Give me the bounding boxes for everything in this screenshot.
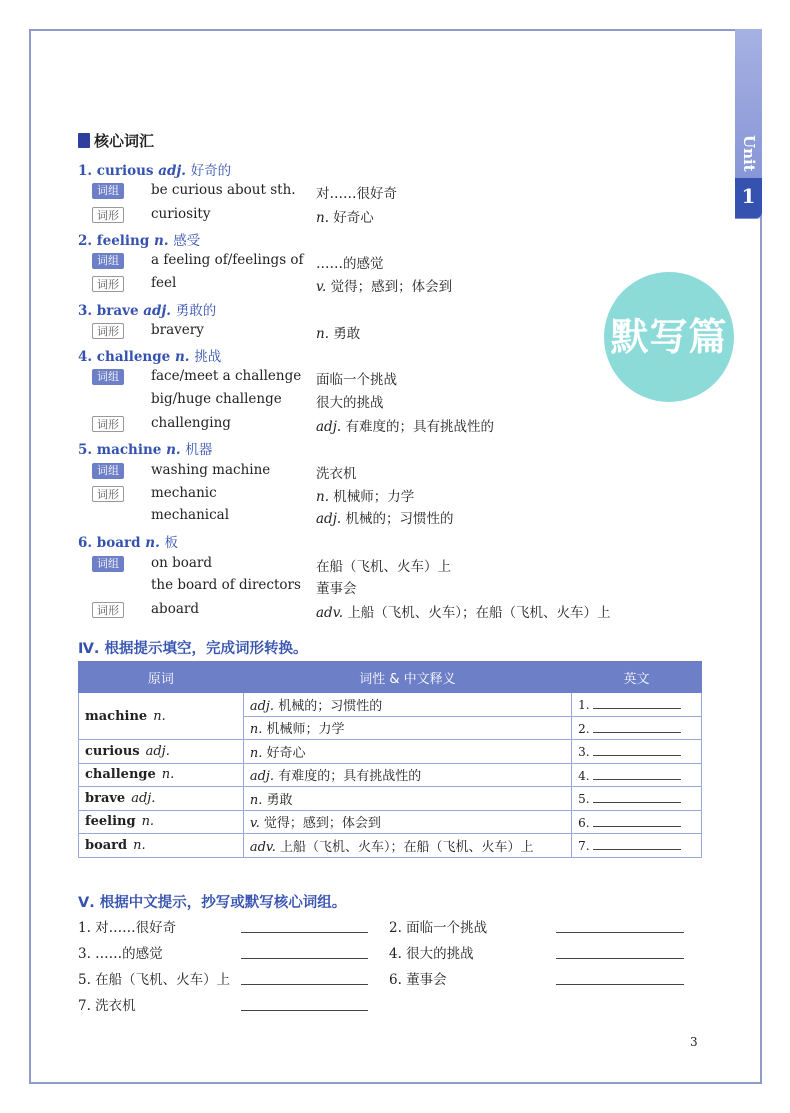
phrase-en: a feeling of/feelings of (151, 252, 304, 268)
original-word: curious adj. (79, 740, 244, 764)
exercise-5-title: Ⅴ. 根据中文提示，抄写或默写核心词组。 (78, 895, 347, 911)
meaning-cell: adj. 有难度的；具有挑战性的 (243, 763, 571, 787)
original-word: brave adj. (79, 787, 244, 811)
form-en: curiosity (151, 206, 211, 222)
form-en: challenging (151, 415, 231, 431)
form-en: aboard (151, 601, 199, 617)
meaning-cell: n. 好奇心 (243, 740, 571, 764)
phrase-cn: 面临一个挑战 (316, 372, 397, 388)
answer-blank[interactable]: 7. (572, 834, 702, 858)
form-en: mechanical (151, 507, 230, 523)
vocab-headword: 6. board n. 板 (78, 535, 178, 551)
phrase-cn: ……的感觉 (316, 256, 384, 272)
phrase-prompt: 4. 很大的挑战 (389, 946, 474, 962)
answer-blank[interactable]: 5. (572, 787, 702, 811)
tag-form: 词形 (92, 276, 124, 292)
exercise-4-title: Ⅳ. 根据提示填空，完成词形转换。 (78, 641, 308, 657)
vocab-headword: 2. feeling n. 感受 (78, 233, 201, 249)
phrase-en: on board (151, 555, 213, 571)
book-icon (78, 133, 90, 148)
meaning-cell: v. 觉得；感到；体会到 (243, 810, 571, 834)
phrase-en: the board of directors (151, 577, 301, 593)
tag-group: 词组 (92, 556, 124, 572)
section-title-text: 核心词汇 (94, 132, 155, 150)
form-en: feel (151, 275, 177, 291)
phrase-cn: 在船（飞机、火车）上 (316, 559, 451, 575)
tag-form: 词形 (92, 602, 124, 618)
phrase-prompt: 1. 对……很好奇 (78, 920, 177, 936)
tag-group: 词组 (92, 369, 124, 385)
tag-form: 词形 (92, 416, 124, 432)
phrase-prompt: 5. 在船（飞机、火车）上 (78, 972, 231, 988)
tag-form: 词形 (92, 323, 124, 339)
meaning-cell: adj. 机械的；习惯性的 (243, 693, 571, 717)
answer-line[interactable] (241, 958, 368, 959)
form-cn: adj. 有难度的；具有挑战性的 (316, 419, 494, 435)
form-cn: n. 勇敢 (316, 326, 361, 342)
meaning-cell: adv. 上船（飞机、火车）；在船（飞机、火车）上 (243, 834, 571, 858)
col-header: 原词 (79, 662, 244, 693)
vocab-headword: 1. curious adj. 好奇的 (78, 163, 232, 179)
phrase-cn: 董事会 (316, 581, 357, 597)
form-cn: v. 觉得；感到；体会到 (316, 279, 453, 295)
form-en: mechanic (151, 485, 217, 501)
vocab-headword: 4. challenge n. 挑战 (78, 349, 222, 365)
col-header: 词性 & 中文释义 (243, 662, 571, 693)
table-row (79, 787, 702, 811)
original-word: machine n. (79, 693, 244, 740)
answer-blank[interactable]: 2. (572, 716, 702, 740)
phrase-en: be curious about sth. (151, 182, 296, 198)
phrase-cn: 洗衣机 (316, 466, 357, 482)
tag-form: 词形 (92, 207, 124, 223)
answer-line[interactable] (556, 984, 684, 985)
phrase-en: big/huge challenge (151, 391, 282, 407)
phrase-prompt: 7. 洗衣机 (78, 998, 136, 1014)
meaning-cell: n. 勇敢 (243, 787, 571, 811)
table-row (79, 693, 702, 717)
answer-blank[interactable]: 1. (572, 693, 702, 717)
answer-line[interactable] (556, 932, 684, 933)
form-en: bravery (151, 322, 204, 338)
tag-group: 词组 (92, 253, 124, 269)
word-conversion-table (78, 661, 702, 858)
phrase-en: washing machine (151, 462, 271, 478)
answer-blank[interactable]: 3. (572, 740, 702, 764)
col-header: 英文 (572, 662, 702, 693)
table-row (79, 740, 702, 764)
original-word: feeling n. (79, 810, 244, 834)
table-row (79, 834, 702, 858)
tag-form: 词形 (92, 486, 124, 502)
vocab-headword: 5. machine n. 机器 (78, 442, 213, 458)
meaning-cell: n. 机械师；力学 (243, 716, 571, 740)
answer-line[interactable] (241, 984, 368, 985)
dictation-stamp: 默写篇 (604, 272, 734, 402)
phrase-prompt: 3. ……的感觉 (78, 946, 163, 962)
original-word: challenge n. (79, 763, 244, 787)
table-row (79, 810, 702, 834)
answer-line[interactable] (241, 1010, 368, 1011)
form-cn: n. 机械师；力学 (316, 489, 415, 505)
original-word: board n. (79, 834, 244, 858)
form-cn: n. 好奇心 (316, 210, 374, 226)
form-cn: adj. 机械的；习惯性的 (316, 511, 454, 527)
unit-number: 1 (735, 178, 762, 218)
tag-group: 词组 (92, 463, 124, 479)
phrase-prompt: 6. 董事会 (389, 972, 447, 988)
answer-blank[interactable]: 6. (572, 810, 702, 834)
table-row (79, 763, 702, 787)
answer-line[interactable] (556, 958, 684, 959)
phrase-cn: 对……很好奇 (316, 186, 397, 202)
vocab-headword: 3. brave adj. 勇敢的 (78, 303, 217, 319)
phrase-en: face/meet a challenge (151, 368, 302, 384)
form-cn: adv. 上船（飞机、火车）；在船（飞机、火车）上 (316, 605, 611, 621)
section-title (78, 130, 154, 151)
answer-blank[interactable]: 4. (572, 763, 702, 787)
phrase-prompt: 2. 面临一个挑战 (389, 920, 488, 936)
phrase-cn: 很大的挑战 (316, 395, 384, 411)
tag-group: 词组 (92, 183, 124, 199)
answer-line[interactable] (241, 932, 368, 933)
unit-label: Unit (740, 134, 758, 172)
page-number: 3 (690, 1035, 698, 1049)
